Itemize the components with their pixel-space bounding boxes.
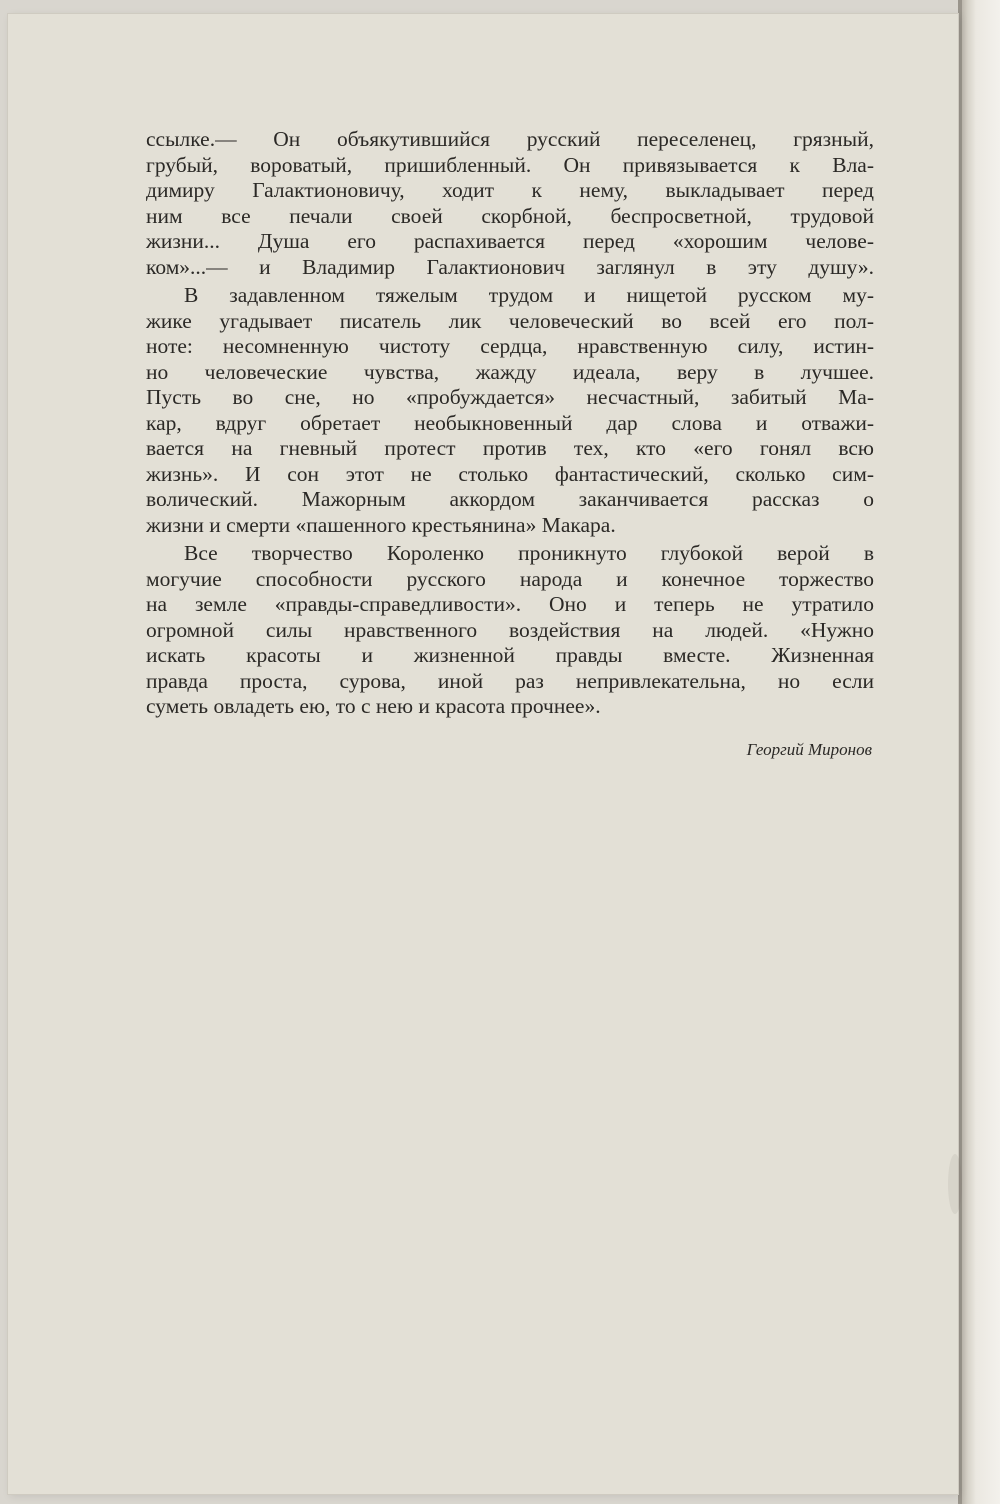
text-line: вается на гневный протест против тех, кто «его гонял всю xyxy=(146,436,874,460)
paragraph-2 xyxy=(146,283,874,538)
article-text xyxy=(146,127,874,720)
text-line: правда проста, сурова, иной раз непривлекательна, но если xyxy=(146,668,874,693)
paragraph-1 xyxy=(146,127,874,280)
text-line: жизнь». И сон этот не столько фантастический, сколько сим- xyxy=(146,461,874,486)
author-signature: Георгий Миронов xyxy=(746,740,872,759)
text-line: ним все печали своей скорбной, беспросветной, трудовой xyxy=(146,203,874,228)
text-line: В задавленном тяжелым трудом и нищетой русском му- xyxy=(184,283,874,307)
paragraph-3 xyxy=(146,541,874,720)
text-line: но человеческие чувства, жажду идеала, веру в лучшее. xyxy=(146,359,874,384)
text-line: Все творчество Короленко проникнуто глубокой верой в xyxy=(184,541,874,565)
text-line: огромной силы нравственного воздействия на людей. «Нужно xyxy=(146,617,874,642)
text-line: жизни... Душа его распахивается перед «хорошим челове- xyxy=(146,229,874,253)
page-spine xyxy=(958,0,962,1504)
text-line: искать красоты и жизненной правды вместе. Жизненная xyxy=(146,643,874,667)
text-line: могучие способности русского народа и конечное торжество xyxy=(146,566,874,591)
text-line: ком»...— и Владимир Галактионович заглянул в эту душу». xyxy=(146,254,874,279)
text-line: ссылке.— Он объякутившийся русский переселенец, грязный, xyxy=(146,127,874,151)
text-line: волический. Мажорным аккордом заканчивается рассказ о xyxy=(146,487,874,511)
text-line: Пусть во сне, но «пробуждается» несчастный, забитый Ма- xyxy=(146,385,874,409)
text-line: суметь овладеть ею, то с нею и красота прочнее». xyxy=(146,694,601,718)
text-line: жике угадывает писатель лик человеческий во всей его пол- xyxy=(146,308,874,333)
paper-stain xyxy=(948,1154,962,1214)
text-line: кар, вдруг обретает необыкновенный дар слова и отважи- xyxy=(146,410,874,435)
text-line: жизни и смерти «пашенного крестьянина» Макара. xyxy=(146,512,616,537)
text-line: грубый, вороватый, пришибленный. Он привязывается к Вла- xyxy=(146,152,874,177)
text-line: на земле «правды-справедливости». Оно и теперь не утратило xyxy=(146,592,874,616)
text-line: димиру Галактионовичу, ходит к нему, выкладывает перед xyxy=(146,178,874,202)
next-page-edge xyxy=(962,0,1000,1504)
text-line: ноте: несомненную чистоту сердца, нравственную силу, истин- xyxy=(146,334,874,358)
